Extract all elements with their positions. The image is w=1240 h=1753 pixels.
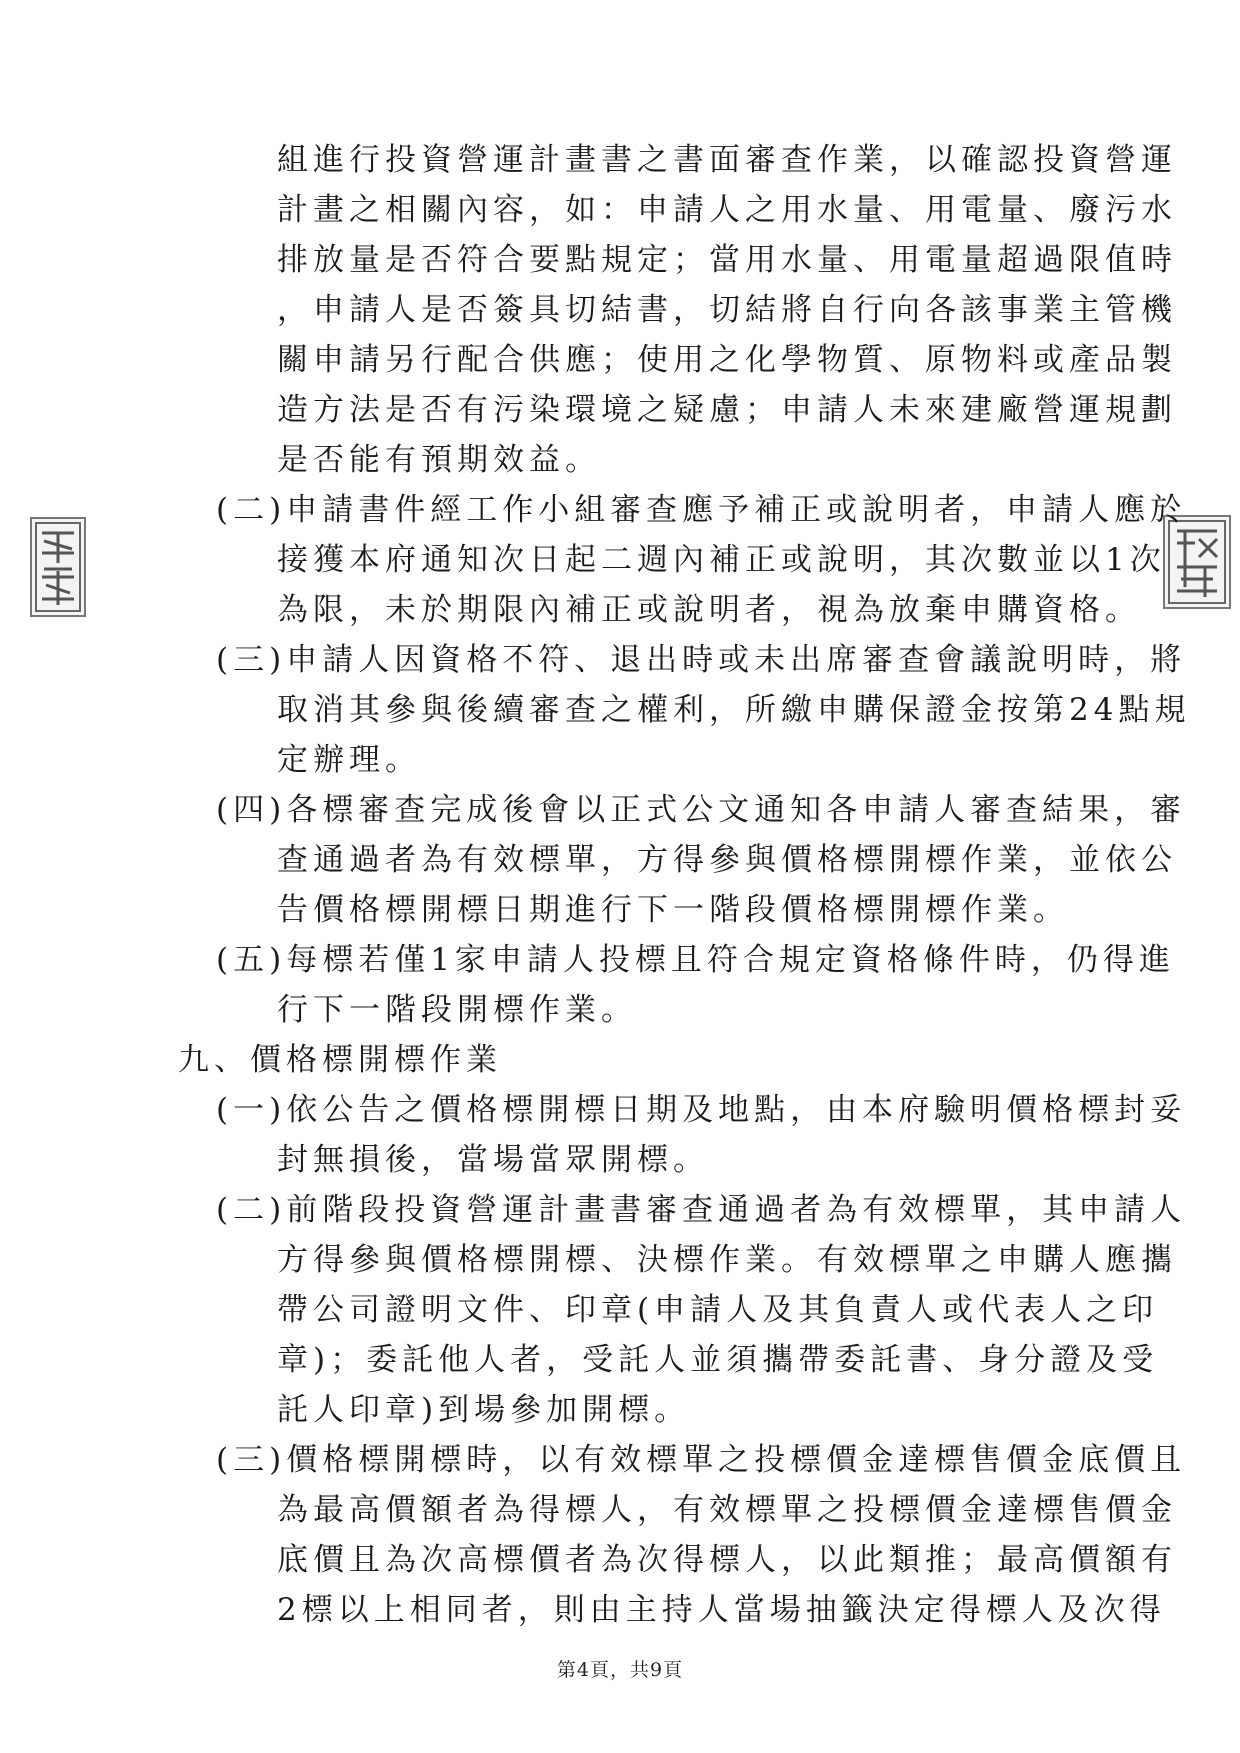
list-item-heading-line: (一)依公告之價格標開標日期及地點，由本府驗明價格標封妥 — [216, 1092, 1187, 1128]
body-text-line: 行下一階段開標作業。 — [277, 992, 637, 1028]
list-item-heading-line: (三)申請人因資格不符、退出時或未出席審查會議說明時，將 — [216, 642, 1187, 678]
body-text-line: 查通過者為有效標單，方得參與價格標開標作業，並依公 — [277, 842, 1177, 878]
body-text-line: 託人印章)到場參加開標。 — [277, 1392, 691, 1428]
body-text-line: 告價格標開標日期進行下一階段價格標開標作業。 — [277, 892, 1069, 928]
body-text-line: 是否能有預期效益。 — [277, 442, 601, 478]
list-item-heading-line: (二)申請書件經工作小組審查應予補正或說明者，申請人應於 — [216, 492, 1187, 528]
body-text-line: 底價且為次高標價者為次得標人，以此類推；最高價額有 — [277, 1542, 1177, 1578]
list-item-heading-line: (五)每標若僅1家申請人投標且符合規定資格條件時，仍得進 — [216, 942, 1175, 978]
body-text-line: 排放量是否符合要點規定；當用水量、用電量超過限值時 — [277, 242, 1177, 278]
body-text-line: 關申請另行配合供應；使用之化學物質、原物料或產品製 — [277, 342, 1177, 378]
left-seal-graphic — [32, 519, 84, 615]
list-item-heading-line: (三)價格標開標時，以有效標單之投標價金達標售價金底價且 — [216, 1442, 1187, 1478]
left-seal-stamp-image — [30, 517, 86, 617]
body-text-line: 章)；委託他人者，受託人並須攜帶委託書、身分證及受 — [277, 1342, 1159, 1378]
body-text-line: 計畫之相關內容，如：申請人之用水量、用電量、廢污水 — [277, 192, 1177, 228]
list-item-heading-line: (四)各標審查完成後會以正式公文通知各申請人審查結果，審 — [216, 792, 1187, 828]
body-text-line: 2標以上相同者，則由主持人當場抽籤決定得標人及次得 — [277, 1592, 1166, 1628]
body-text-line: ，申請人是否簽具切結書，切結將自行向各該事業主管機 — [277, 292, 1177, 328]
body-text-line: 方得參與價格標開標、決標作業。有效標單之申購人應攜 — [277, 1242, 1177, 1278]
body-text-line: 組進行投資營運計畫書之書面審查作業，以確認投資營運 — [277, 142, 1177, 178]
body-text-line: 為最高價額者為得標人，有效標單之投標價金達標售價金 — [277, 1492, 1177, 1528]
body-text-line: 帶公司證明文件、印章(申請人及其負責人或代表人之印 — [277, 1292, 1159, 1328]
body-text-line: 造方法是否有污染環境之疑慮；申請人未來建廠營運規劃 — [277, 392, 1177, 428]
body-text-line: 定辦理。 — [277, 742, 421, 778]
section-heading-line: 九、價格標開標作業 — [178, 1042, 502, 1078]
list-item-heading-line: (二)前階段投資營運計畫書審查通過者為有效標單，其申請人 — [216, 1192, 1187, 1228]
body-text-line: 取消其參與後續審查之權利，所繳申購保證金按第24點規 — [277, 692, 1191, 728]
page-number-footer: 第4頁，共9頁 — [556, 1659, 684, 1681]
body-text-line: 封無損後，當場當眾開標。 — [277, 1142, 709, 1178]
body-text-line: 為限，未於期限內補正或說明者，視為放棄申購資格。 — [277, 592, 1141, 628]
body-text-line: 接獲本府通知次日起二週內補正或說明，其次數並以1次 — [277, 542, 1166, 578]
